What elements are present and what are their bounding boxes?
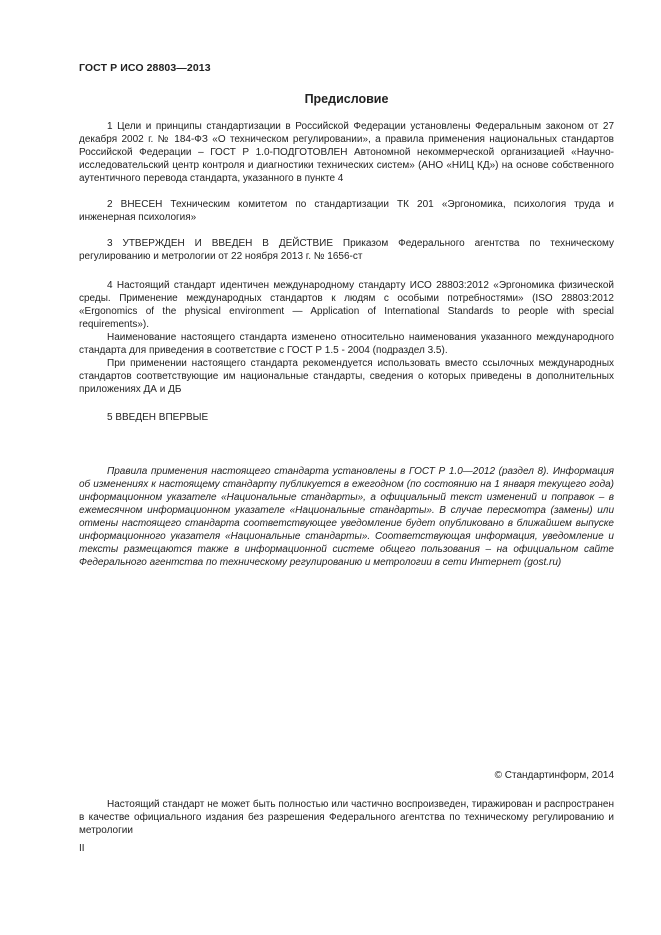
section-5-text: 5 ВВЕДЕН ВПЕРВЫЕ xyxy=(107,412,209,423)
section-4-paragraph-2: Наименование настоящего стандарта изменено относительно наименования указанного международного стандарта для приведения в соответствие с ГОСТ Р 1.5 - 2004 (подраздел 3.5). xyxy=(79,332,614,356)
section-4 xyxy=(79,279,614,396)
copyright-notice: © Стандартинформ, 2014 xyxy=(494,770,614,781)
section-2 xyxy=(79,198,614,224)
section-4-paragraph-3: При применении настоящего стандарта рекомендуется использовать вместо ссылочных международных стандартов соответствующие им национальные стандарты, сведения о которых приведены в дополнительных приложениях ДА и ДБ xyxy=(79,358,614,395)
section-1 xyxy=(79,120,614,185)
section-3 xyxy=(79,237,614,263)
application-notice-text: Правила применения настоящего стандарта установлены в ГОСТ Р 1.0—2012 (раздел 8). Информация об изменениях к настоящему стандарту публикуется в ежегодном (по состоянию на 1 января текущего года) информационном указателе «Национальные стандарты», а официальный текст изменений и поправок – в ежемесячном информационном указателе «Национальные стандарты». В случае пересмотра (замены) или отмены настоящего стандарта соответствующее уведомление будет опубликовано в ближайшем выпуске информационного указателя «Национальные стандарты». Соответствующая информация, уведомление и тексты размещаются также в информационной системе общего пользования – на официальном сайте Федерального агентства по техническому регулированию и метрологии в сети Интернет (gost.ru) xyxy=(79,466,614,568)
section-2-text: 2 ВНЕСЕН Техническим комитетом по стандартизации ТК 201 «Эргономика, психология труда и инженерная психология» xyxy=(79,199,614,223)
reproduction-notice xyxy=(79,798,614,837)
page-number: II xyxy=(79,843,85,854)
section-5 xyxy=(79,411,614,424)
page-title: Предисловие xyxy=(304,92,389,106)
application-notice xyxy=(79,465,614,569)
standard-code-header: ГОСТ Р ИСО 28803—2013 xyxy=(79,62,211,74)
reproduction-notice-text: Настоящий стандарт не может быть полностью или частично воспроизведен, тиражирован и распространен в качестве официального издания без разрешения Федерального агентства по техническому регулированию и метрологии xyxy=(79,799,614,836)
section-1-text: 1 Цели и принципы стандартизации в Российской Федерации установлены Федеральным законом от 27 декабря 2002 г. № 184-ФЗ «О техническом регулировании», а правила применения национальных стандартов Российской Федерации – ГОСТ Р 1.0-ПОДГОТОВЛЕН Автономной некоммерческой организацией «Научно-исследовательский центр контроля и диагностики технических систем» (АНО «НИЦ КД») на основе собственного аутентичного перевода стандарта, указанного в пункте 4 xyxy=(79,121,614,184)
section-4-paragraph-1: 4 Настоящий стандарт идентичен международному стандарту ИСО 28803:2012 «Эргономика физической среды. Применение международных стандартов к людям с особыми потребностями» (ISO 28803:2012 «Ergonomics of the physical environment — Application of International Standards to people with special requirements»). xyxy=(79,280,614,330)
section-3-text: 3 УТВЕРЖДЕН И ВВЕДЕН В ДЕЙСТВИЕ Приказом Федерального агентства по техническому регулированию и метрологии от 22 ноября 2013 г. № 1656-ст xyxy=(79,238,614,262)
